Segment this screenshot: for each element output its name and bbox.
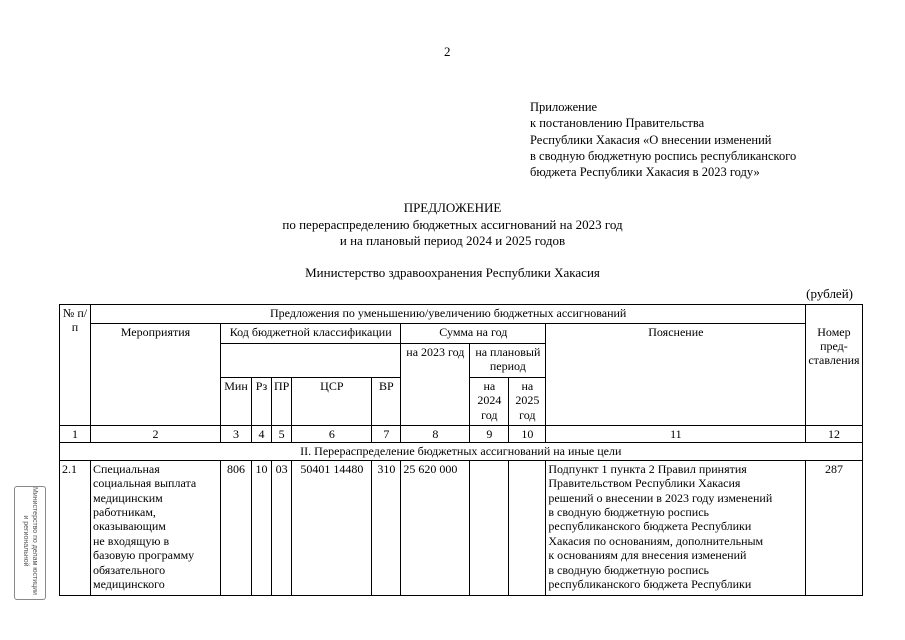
event-line: базовую программу xyxy=(93,548,195,563)
appendix-line: в сводную бюджетную роспись республиканского xyxy=(530,148,797,163)
event-line: не входящую в xyxy=(93,533,170,548)
header-2024: на 2024 год xyxy=(470,378,509,426)
header-planning-period: на плановый период xyxy=(470,344,546,378)
header-events: Мероприятия xyxy=(91,324,221,426)
column-number: 3 xyxy=(221,426,252,443)
row-vr: 310 xyxy=(372,460,401,595)
row-amount-2025 xyxy=(509,460,546,595)
explanation-line: в сводную бюджетную роспись xyxy=(548,505,709,520)
row-rz: 10 xyxy=(252,460,272,595)
appendix-line: Приложение xyxy=(530,100,598,114)
page-number: 2 xyxy=(444,44,451,59)
header-min: Мин xyxy=(221,378,252,426)
column-number: 1 xyxy=(60,426,91,443)
appendix-line: бюджета Республики Хакасия в 2023 году» xyxy=(530,165,760,180)
column-number: 5 xyxy=(272,426,292,443)
appendix-line: Республики Хакасия «О внесении изменений xyxy=(530,132,772,147)
header-rz: Рз xyxy=(252,378,272,426)
header-num: № п/п xyxy=(60,305,91,426)
header-explanation: Пояснение xyxy=(546,324,806,426)
column-number: 12 xyxy=(806,426,862,443)
header-blank xyxy=(806,305,862,324)
event-line: оказывающим xyxy=(93,519,166,534)
explanation-line: республиканского бюджета Республики xyxy=(548,519,752,534)
explanation-line: к основаниям для внесения изменений xyxy=(548,548,747,563)
title-heading: ПРЕДЛОЖЕНИЕ xyxy=(403,200,502,215)
explanation-line: в сводную бюджетную роспись xyxy=(548,562,709,577)
explanation-line: Хакасия по основаниям, дополнительным xyxy=(548,533,764,548)
stamp-text: Министерство по делам юстиции и региональной xyxy=(22,487,38,595)
row-explanation xyxy=(546,460,806,595)
row-pr: 03 xyxy=(272,460,292,595)
explanation-line: республиканского бюджета Республики xyxy=(548,577,752,592)
header-csr: ЦСР xyxy=(292,378,372,426)
column-number: 8 xyxy=(401,426,470,443)
header-proposals: Предложения по уменьшению/увеличению бюджетных ассигнований xyxy=(91,305,806,324)
column-number: 10 xyxy=(509,426,546,443)
budget-table xyxy=(59,304,863,596)
title-line: и на плановый период 2024 и 2025 годов xyxy=(339,233,566,248)
title-line: по перераспределению бюджетных ассигнований на 2023 год xyxy=(282,216,623,232)
header-submission-number: Номер пред-ставления xyxy=(806,324,862,426)
event-line: медицинским xyxy=(93,490,163,505)
column-number: 7 xyxy=(372,426,401,443)
column-number: 6 xyxy=(292,426,372,443)
event-line: социальная выплата xyxy=(93,476,197,491)
explanation-line: Правительством Республики Хакасия xyxy=(548,476,741,491)
table-row xyxy=(60,460,863,595)
row-num: 2.1 xyxy=(60,460,91,595)
appendix-line: к постановлению Правительства xyxy=(530,116,705,131)
header-vr: ВР xyxy=(372,378,401,426)
row-min: 806 xyxy=(221,460,252,595)
explanation-line: решений о внесении в 2023 году изменений xyxy=(548,490,773,505)
row-event xyxy=(91,460,221,595)
header-code-spacer xyxy=(221,344,401,378)
header-amount-year: Сумма на год xyxy=(401,324,546,344)
header-budget-code: Код бюджетной классификации xyxy=(221,324,401,344)
header-2025: на 2025 год xyxy=(509,378,546,426)
event-line: обязательного xyxy=(93,562,166,577)
column-number: 4 xyxy=(252,426,272,443)
event-line: работникам, xyxy=(93,505,156,520)
appendix-block xyxy=(530,99,796,180)
section-title: II. Перераспределение бюджетных ассигнований на иные цели xyxy=(60,443,863,460)
units-label: (рублей) xyxy=(806,286,853,301)
document-title xyxy=(0,200,905,250)
row-submission: 287 xyxy=(806,460,862,595)
row-amount-2023: 25 620 000 xyxy=(401,460,470,595)
header-2023: на 2023 год xyxy=(401,344,470,426)
row-amount-2024 xyxy=(470,460,509,595)
row-csr: 50401 14480 xyxy=(292,460,372,595)
event-line: медицинского xyxy=(93,577,165,592)
registration-stamp xyxy=(14,486,46,600)
explanation-line: Подпункт 1 пункта 2 Правил принятия xyxy=(548,461,747,476)
column-number: 2 xyxy=(91,426,221,443)
column-number: 11 xyxy=(546,426,806,443)
header-pr: ПР xyxy=(272,378,292,426)
ministry-name: Министерство здравоохранения Республики Хакасия xyxy=(305,265,600,280)
event-line: Специальная xyxy=(93,461,160,476)
column-number: 9 xyxy=(470,426,509,443)
